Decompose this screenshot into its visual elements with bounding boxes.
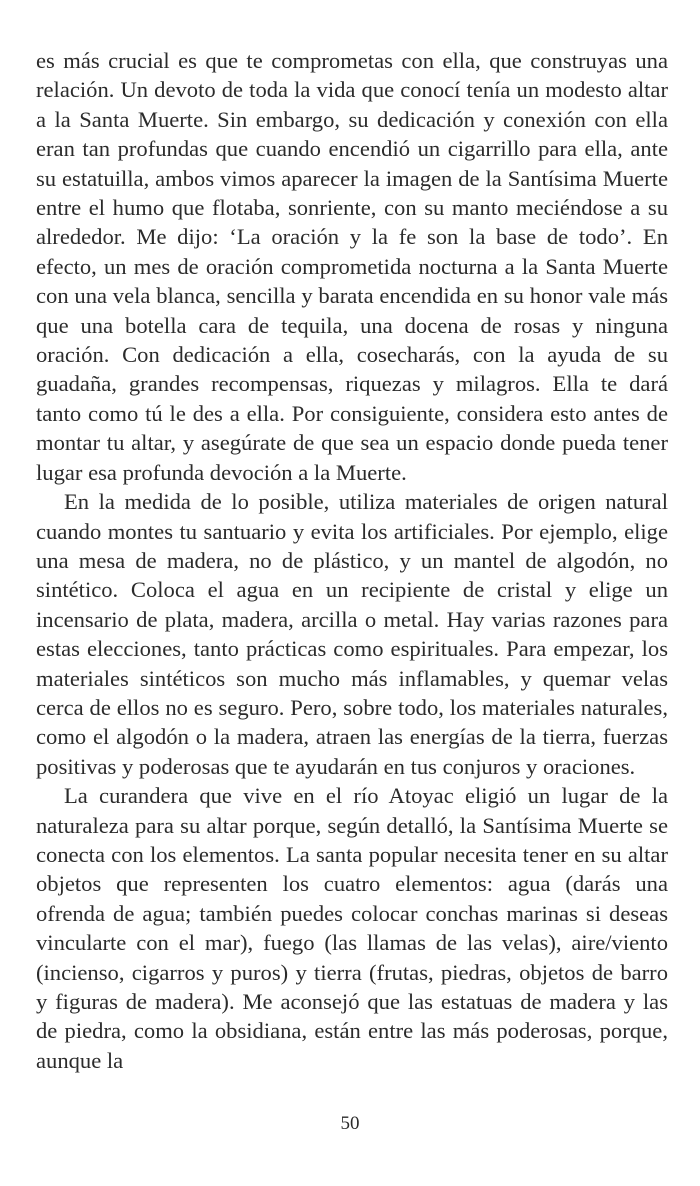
paragraph-2: En la medida de lo posible, utiliza materiales de origen natural cuando montes tu santuario y evita los artificiales. Por ejemplo, elige una mesa de madera, no de plástico, y un mantel de algodón, no sintético. Coloca el agua en un recipiente de cristal y elige un incensario de plata, madera, arcilla o metal. Hay varias razones para estas elecciones, tanto prácticas como espirituales. Para empezar, los materiales sintéticos son mucho más inflamables, y quemar velas cerca de ellos no es seguro. Pero, sobre todo, los materiales naturales, como el algodón o la madera, atraen las energías de la tierra, fuerzas positivas y poderosas que te ayudarán en tus conjuros y oraciones. xyxy=(36,489,668,779)
paragraph-3: La curandera que vive en el río Atoyac eligió un lugar de la naturaleza para su altar porque, según detalló, la Santísima Muerte se conecta con los elementos. La santa popular necesita tener en su altar objetos que representen los cuatro elementos: agua (darás una ofrenda de agua; también puedes colocar conchas marinas si deseas vincularte con el mar), fuego (las llamas de las velas), aire/viento (incienso, cigarros y puros) y tierra (frutas, piedras, objetos de barro y figuras de madera). Me aconsejó que las estatuas de madera y las de piedra, como la obsidiana, están entre las más poderosas, porque, aunque la xyxy=(36,783,668,1073)
page-number: 50 xyxy=(340,1113,360,1134)
paragraph-1: es más crucial es que te comprometas con ella, que construyas una relación. Un devoto de toda la vida que conocí tenía un modesto altar a la Santa Muerte. Sin embargo, su dedicación y conexión con ella eran tan profundas que cuando encendió un cigarrillo para ella, ante su estatuilla, ambos vimos aparecer la imagen de la Santísima Muerte entre el humo que flotaba, sonriente, con su manto meciéndose a su alrededor. Me dijo: ‘La oración y la fe son la base de todo’. En efecto, un mes de oración comprometida nocturna a la Santa Muerte con una vela blanca, sencilla y barata encendida en su honor vale más que una botella cara de tequila, una docena de rosas y ninguna oración. Con dedicación a ella, cosecharás, con la ayuda de su guadaña, grandes recompensas, riquezas y milagros. Ella te dará tanto como tú le des a ella. Por consiguiente, considera esto antes de montar tu altar, y asegúrate de que sea un espacio donde pueda tener lugar esa profunda devoción a la Muerte. xyxy=(36,48,668,485)
page-body xyxy=(36,46,668,1075)
